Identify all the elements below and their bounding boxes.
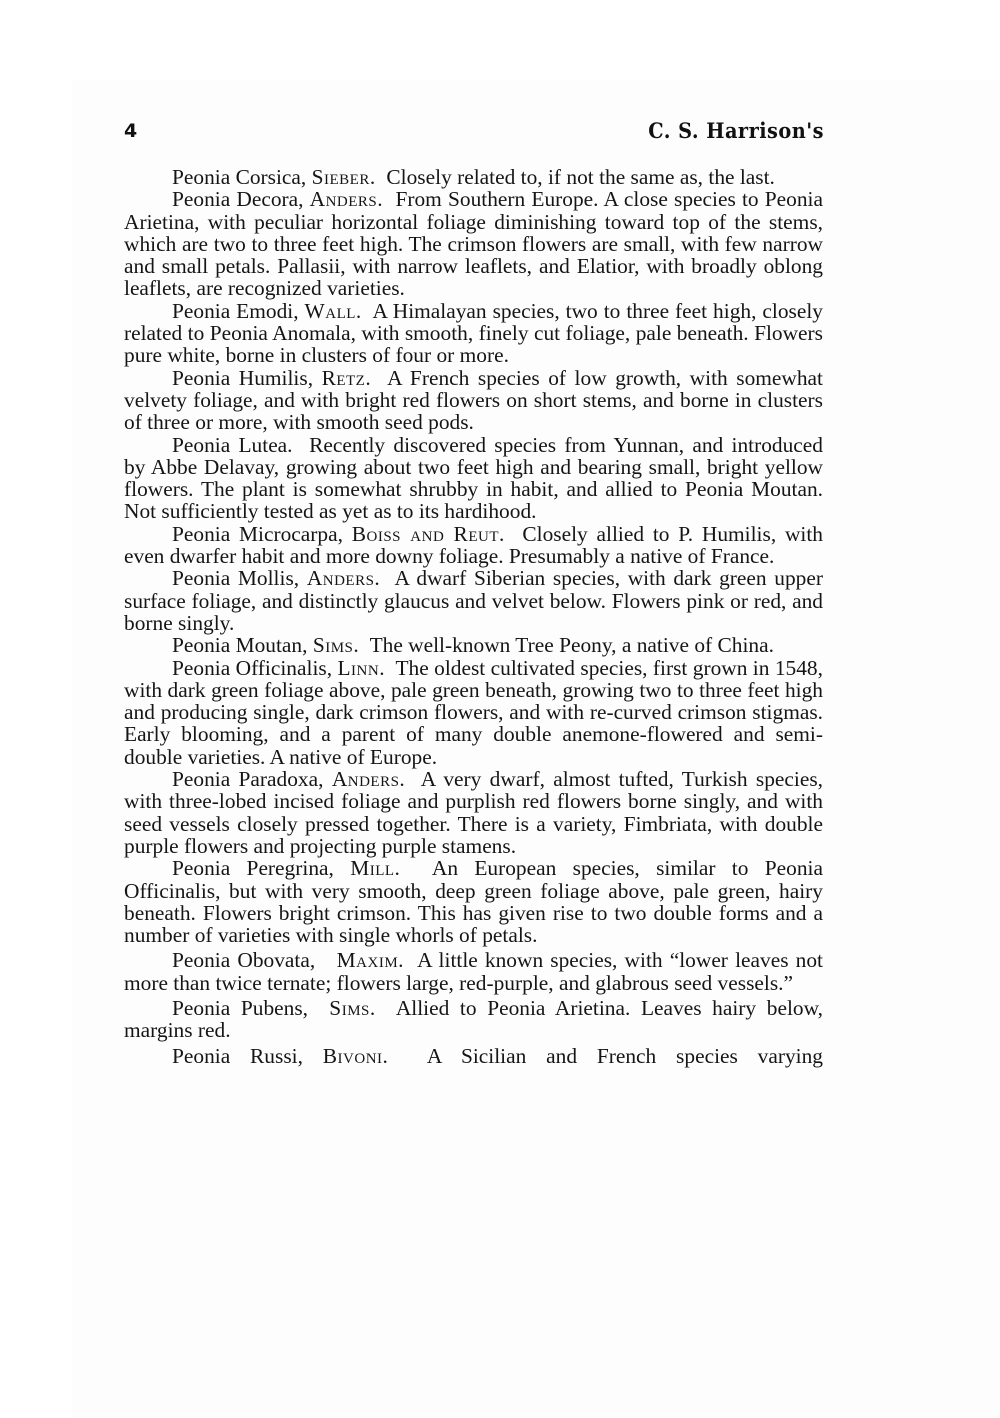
- species-author: Boiss and Reut.: [351, 521, 505, 546]
- species-name: Peonia Decora,: [172, 187, 304, 212]
- species-author: Anders.: [306, 566, 381, 591]
- species-description: From Southern Europe. A close species to Peonia Arietina, with peculiar horizontal foliage diminishing toward top of the stems, which are two to three feet high. The crimson flowers are small, with few narrow and small petals. Pallasii, with narrow leaflets, and Elatior, with broadly oblong leaflets, are recognized varieties.: [124, 187, 823, 301]
- species-name: Peonia Russi,: [172, 1043, 303, 1068]
- page-body: [124, 166, 823, 1067]
- species-entry: [124, 1045, 823, 1067]
- page-header: [124, 118, 824, 148]
- species-name: Peonia Paradoxa,: [172, 767, 324, 792]
- species-description: The well-known Tree Peony, a native of China.: [369, 633, 774, 658]
- species-author: Sieber.: [311, 165, 376, 189]
- species-name: Peonia Moutan,: [172, 633, 308, 658]
- species-entry: [124, 857, 823, 946]
- species-author: Bivoni.: [322, 1043, 389, 1068]
- species-author: Anders.: [331, 767, 406, 792]
- species-entry: [124, 567, 823, 634]
- species-description: Allied to Peonia Arietina. Leaves hairy below, margins red.: [124, 995, 823, 1043]
- species-name: Peonia Emodi,: [172, 298, 299, 323]
- species-description: A dwarf Siberian species, with dark green upper surface foliage, and distinctly glaucus and velvet below. Flowers pink or red, and borne singly.: [124, 566, 823, 635]
- species-description: Closely allied to P. Humilis, with even dwarfer habit and more downy foliage. Presumably a native of France.: [124, 521, 823, 569]
- species-name: Peonia Humilis,: [172, 365, 314, 390]
- species-entry: [124, 523, 823, 568]
- species-description: Closely related to, if not the same as, the last.: [386, 165, 775, 189]
- species-author: Linn.: [337, 655, 386, 680]
- species-author: Sims.: [312, 633, 360, 658]
- species-description: An European species, similar to Peonia Officinalis, but with very smooth, deep green foliage above, pale green, hairy beneath. Flowers bright crimson. This has given rise to two double forms and a number of varieties with single whorls of petals.: [124, 856, 823, 948]
- species-name: Peonia Obovata,: [172, 948, 316, 973]
- species-entry: [124, 300, 823, 367]
- species-entry: [124, 997, 823, 1042]
- species-author: Maxim.: [336, 948, 405, 973]
- species-entry: [124, 434, 823, 523]
- page-number: 4: [124, 120, 138, 142]
- species-description: The oldest cultivated species, first grown in 1548, with dark green foliage above, pale green beneath, growing two to three feet high and producing single, dark crimson flowers, and with re-curved crimson stigmas. Early blooming, and a parent of many double anemone-flowered and semi-double varieties. A native of Europe.: [124, 655, 823, 769]
- species-entry: [124, 188, 823, 299]
- species-entry: [124, 657, 823, 768]
- species-description: A Sicilian and French species varying: [426, 1043, 823, 1068]
- species-entry: [124, 949, 823, 994]
- species-entry: [124, 768, 823, 857]
- species-name: Peonia Mollis,: [172, 566, 300, 591]
- species-name: Peonia Peregrina,: [172, 856, 334, 881]
- species-author: Wall.: [304, 298, 362, 323]
- species-author: Mill.: [350, 856, 401, 881]
- species-description: A Himalayan species, two to three feet high, closely related to Peonia Anomala, with smooth, finely cut foliage, pale beneath. Flowers pure white, borne in clusters of four or more.: [124, 298, 823, 368]
- species-description: A very dwarf, almost tufted, Turkish species, with three-lobed incised foliage and purplish red flowers borne singly, and with seed vessels closely pressed together. There is a variety, Fimbriata, with double purple flowers and projecting purple stamens.: [124, 767, 823, 858]
- species-description: A little known species, with “lower leaves not more than twice ternate; flowers large, red-purple, and glabrous seed vessels.”: [124, 948, 824, 995]
- species-author: Sims.: [329, 995, 376, 1020]
- species-author: Retz.: [321, 365, 372, 390]
- species-name: Peonia Microcarpa,: [172, 521, 343, 546]
- species-name: Peonia Pubens,: [172, 995, 309, 1020]
- species-description: Recently discovered species from Yunnan, and introduced by Abbe Delavay, growing about two feet high and bearing small, bright yellow flowers. The plant is somewhat shrubby in habit, and allied to Peonia Moutan. Not sufficiently tested as yet as to its hardihood.: [124, 432, 823, 524]
- species-author: Anders.: [309, 187, 384, 212]
- species-description: A French species of low growth, with somewhat velvety foliage, and with bright red flowers on short stems, and borne in clusters of three or more, with smooth seed pods.: [124, 365, 823, 435]
- species-name: Peonia Corsica,: [172, 165, 307, 189]
- species-entry: [124, 634, 823, 656]
- species-name: Peonia Officinalis,: [172, 655, 333, 680]
- species-name: Peonia Lutea.: [172, 432, 293, 457]
- species-entry: [124, 166, 823, 188]
- species-entry: [124, 367, 823, 434]
- running-head: C. S. Harrison's: [648, 118, 824, 143]
